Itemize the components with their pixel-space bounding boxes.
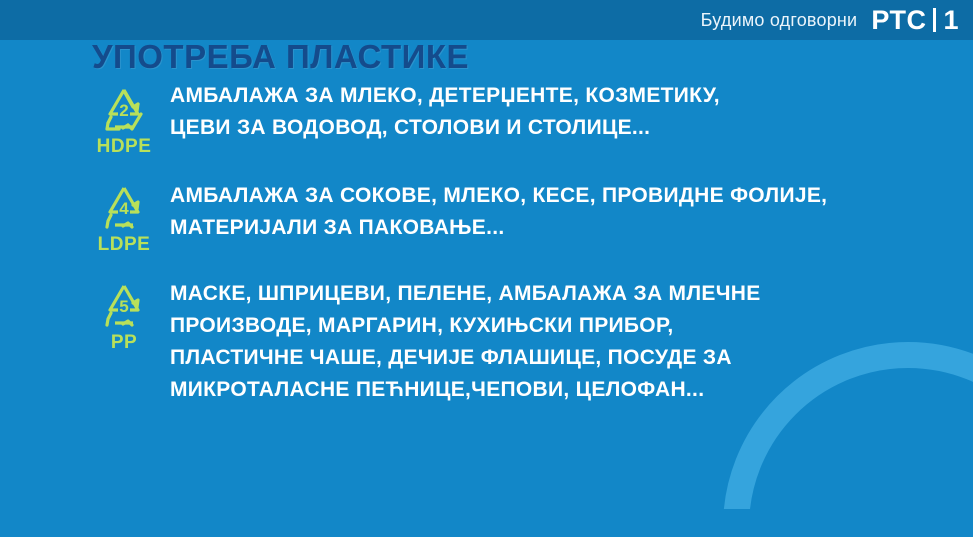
recycle-icon xyxy=(97,182,151,232)
plastic-symbol-5 xyxy=(78,274,170,354)
plastic-code-number: 5 xyxy=(119,297,129,316)
rts-logo xyxy=(871,4,959,35)
plastic-abbreviation: PP xyxy=(110,332,138,353)
plastic-abbreviation: LDPE xyxy=(97,234,151,255)
plastic-symbol-2 xyxy=(78,78,170,158)
campaign-slogan: Будимо одговорни xyxy=(700,9,858,30)
usage-line: ПЛАСТИЧНЕ ЧАШЕ, ДЕЧИЈЕ ФЛАШИЦЕ, ПОСУДЕ ЗА xyxy=(170,345,732,369)
usage-line: МАТЕРИЈАЛИ ЗА ПАКОВАЊЕ... xyxy=(170,215,505,239)
usage-line: АМБАЛАЖА ЗА МЛЕКО, ДЕТЕРЏЕНТЕ, КОЗМЕТИКУ, xyxy=(170,84,720,107)
recycle-icon xyxy=(97,84,151,134)
plastic-code-number: 4 xyxy=(119,199,129,218)
usage-line: МАСКЕ, ШПРИЦЕВИ, ПЕЛЕНЕ, АМБАЛАЖА ЗА МЛЕЧНЕ xyxy=(170,282,761,305)
bottom-strip xyxy=(0,509,973,537)
list-item xyxy=(0,176,973,256)
plastic-symbol-4 xyxy=(78,176,170,256)
recycle-icon xyxy=(97,280,151,330)
usage-line: ЦЕВИ ЗА ВОДОВОД, СТОЛОВИ И СТОЛИЦЕ... xyxy=(170,115,651,139)
usage-line: ПРОИЗВОДЕ, МАРГАРИН, КУХИЊСКИ ПРИБОР, xyxy=(170,313,674,337)
rts-channel-number: 1 xyxy=(943,4,959,35)
usage-line: АМБАЛАЖА ЗА СОКОВЕ, МЛЕКО, КЕСЕ, ПРОВИДНЕ ФОЛИЈЕ, xyxy=(170,184,828,207)
usage-line: МИКРОТАЛАСНЕ ПЕЋНИЦЕ,ЧЕПОВИ, ЦЕЛОФАН... xyxy=(170,377,705,401)
rts-logo-text: РТС xyxy=(871,4,927,35)
usage-text-block xyxy=(170,274,761,406)
usage-text-block xyxy=(170,78,720,144)
usage-text-block xyxy=(170,176,827,244)
list-item xyxy=(0,274,973,406)
list-item xyxy=(0,78,973,158)
channel-header-bar xyxy=(0,0,973,40)
plastic-code-number: 2 xyxy=(119,101,129,120)
plastic-abbreviation: HDPE xyxy=(96,136,152,157)
page-title: УПОТРЕБА ПЛАСТИКЕ xyxy=(92,38,469,75)
plastic-codes-list xyxy=(0,78,973,424)
logo-divider xyxy=(933,8,936,32)
